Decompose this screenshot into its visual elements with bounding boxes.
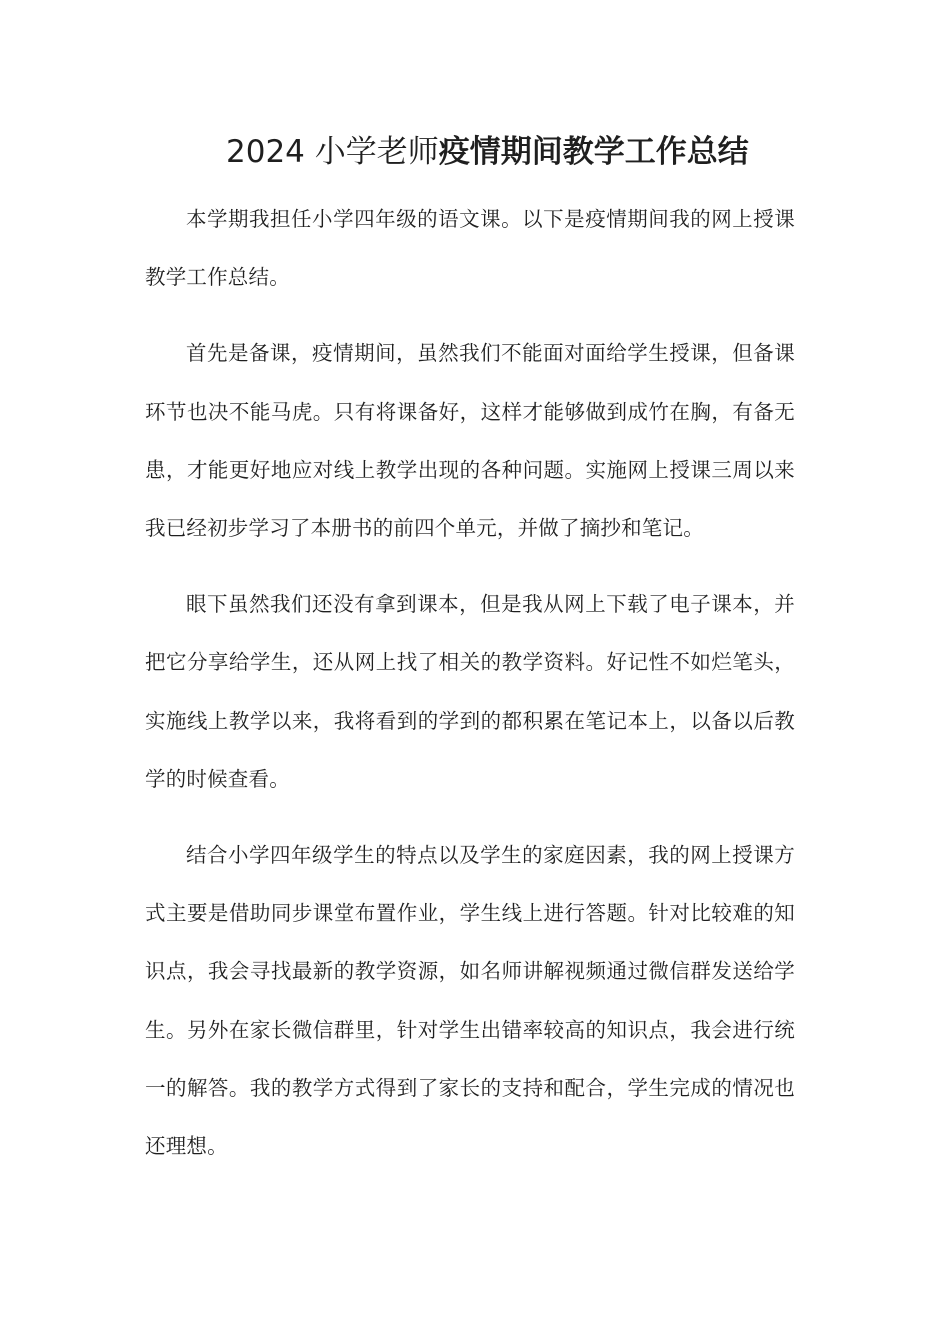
document-title-main: 疫情期间教学工作总结 [438, 134, 749, 170]
document-title-prefix: 2024 小学老师 [226, 134, 439, 170]
paragraph-teaching-method: 结合小学四年级学生的特点以及学生的家庭因素，我的网上授课方式主要是借助同步课堂布置作业，学生线上进行答题。针对比较难的知识点，我会寻找最新的教学资源，如名师讲解视频通过微信群发送给学生。另外在家长微信群里，针对学生出错率较高的知识点，我会进行统一的解答。我的教学方式得到了家长的支持和配合，学生完成的情况也还理想。 [145, 843, 795, 1159]
paragraph-lesson-prep: 首先是备课，疫情期间，虽然我们不能面对面给学生授课，但备课环节也决不能马虎。只有将课备好，这样才能够做到成竹在胸，有备无患，才能更好地应对线上教学出现的各种问题。实施网上授课三周以来我已经初步学习了本册书的前四个单元，并做了摘抄和笔记。 [145, 341, 795, 541]
paragraph-resources: 眼下虽然我们还没有拿到课本，但是我从网上下载了电子课本，并把它分享给学生，还从网上找了相关的教学资料。好记性不如烂笔头，实施线上教学以来，我将看到的学到的都积累在笔记本上，以备以后教学的时候查看。 [145, 592, 795, 791]
document-body [145, 190, 795, 1175]
document-title [226, 128, 826, 176]
paragraph-intro: 本学期我担任小学四年级的语文课。以下是疫情期间我的网上授课教学工作总结。 [145, 207, 795, 290]
